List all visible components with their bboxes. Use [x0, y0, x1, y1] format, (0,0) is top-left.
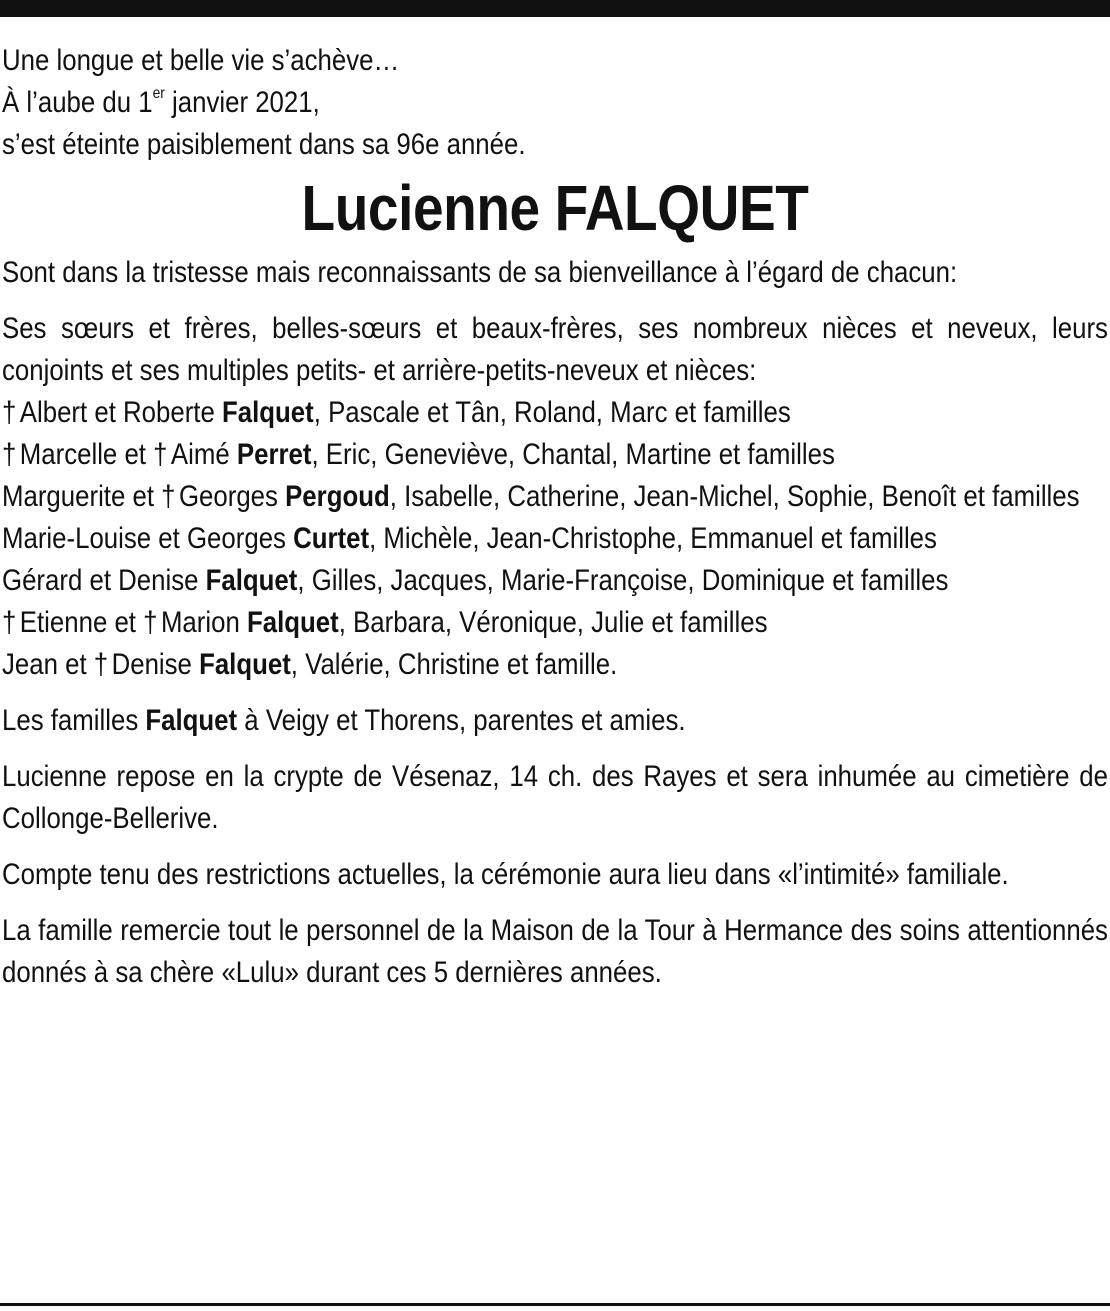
intro-date-ordinal: er	[152, 85, 165, 102]
intro-date-suffix: janvier 2021,	[164, 86, 320, 119]
cross-icon: †	[153, 438, 168, 471]
family-names: Denise	[111, 648, 200, 681]
family-names: Marie-Louise et Georges	[2, 522, 294, 555]
cross-icon: †	[93, 648, 109, 681]
family-surname: Pergoud	[285, 480, 390, 513]
paragraph-tristesse: Sont dans la tristesse mais reconnaissants de sa bienveillance à l’égard de chacun:	[2, 256, 958, 289]
top-rule	[0, 0, 1110, 17]
family-members: , Michèle, Jean-Christophe, Emmanuel et familles	[369, 522, 937, 555]
family-names: Georges	[178, 480, 286, 513]
veigy-suffix: à Veigy et Thorens, parentes et amies.	[237, 704, 686, 737]
paragraph-famille: Ses sœurs et frères, belles-sœurs et beaux-frères, ses nombreux nièces et neveux, leurs conjoints et ses multiples petits- et arrière-petits-neveux et nièces:	[2, 312, 1108, 387]
deceased-name: Lucienne FALQUET	[301, 172, 809, 244]
paragraph-ceremonie: Compte tenu des restrictions actuelles, la cérémonie aura lieu dans «l’intimité» familiale.	[2, 858, 1009, 891]
family-names: Marcelle et	[19, 438, 154, 471]
family-line	[2, 518, 1108, 560]
paragraph-veigy	[2, 700, 1108, 742]
family-names: Etienne et	[19, 606, 144, 639]
cross-icon: †	[2, 396, 17, 429]
bottom-rule	[0, 1303, 1110, 1306]
paragraph-remerciement: La famille remercie tout le personnel de la Maison de la Tour à Hermance des soins attentionnés donnés à sa chère «Lulu» durant ces 5 dernières années.	[2, 914, 1108, 989]
family-surname: Falquet	[205, 564, 298, 597]
cross-icon: †	[2, 438, 17, 471]
obituary-notice	[2, 40, 1108, 994]
family-line	[2, 392, 1108, 434]
cross-icon: †	[161, 480, 176, 513]
family-surname: Curtet	[293, 522, 370, 555]
family-members: , Eric, Geneviève, Chantal, Martine et familles	[311, 438, 835, 471]
veigy-surname: Falquet	[145, 704, 238, 737]
family-line	[2, 602, 1108, 644]
family-line	[2, 644, 1108, 686]
cross-icon: †	[2, 606, 17, 639]
paragraph-crypte: Lucienne repose en la crypte de Vésenaz, 14 ch. des Rayes et sera inhumée au cimetière de Collonge-Bellerive.	[2, 760, 1108, 835]
family-line	[2, 476, 1108, 518]
family-names: Marion	[160, 606, 247, 639]
family-names: Albert et Roberte	[19, 396, 222, 429]
intro-block	[2, 40, 1108, 166]
intro-line-2	[2, 82, 1108, 124]
family-surname: Falquet	[221, 396, 314, 429]
intro-line-3: s’est éteinte paisiblement dans sa 96e année.	[2, 128, 526, 161]
cross-icon: †	[143, 606, 158, 639]
family-names: Marguerite et	[2, 480, 162, 513]
family-surname: Perret	[236, 438, 312, 471]
family-names: Aimé	[170, 438, 237, 471]
family-names: Gérard et Denise	[2, 564, 206, 597]
family-members: , Gilles, Jacques, Marie-Françoise, Dominique et familles	[297, 564, 949, 597]
family-members: , Valérie, Christine et famille.	[290, 648, 618, 681]
intro-date-prefix: À l’aube du 1	[2, 86, 153, 119]
family-members: , Barbara, Véronique, Julie et familles	[338, 606, 768, 639]
veigy-prefix: Les familles	[2, 704, 146, 737]
family-list	[2, 392, 1108, 686]
family-line	[2, 434, 1108, 476]
family-surname: Falquet	[246, 606, 339, 639]
family-members: , Pascale et Tân, Roland, Marc et familles	[313, 396, 791, 429]
family-members: , Isabelle, Catherine, Jean-Michel, Sophie, Benoît et familles	[389, 480, 1080, 513]
family-surname: Falquet	[199, 648, 291, 681]
intro-line-1: Une longue et belle vie s’achève…	[2, 44, 400, 77]
family-names: Jean et	[2, 648, 94, 681]
family-line	[2, 560, 1108, 602]
